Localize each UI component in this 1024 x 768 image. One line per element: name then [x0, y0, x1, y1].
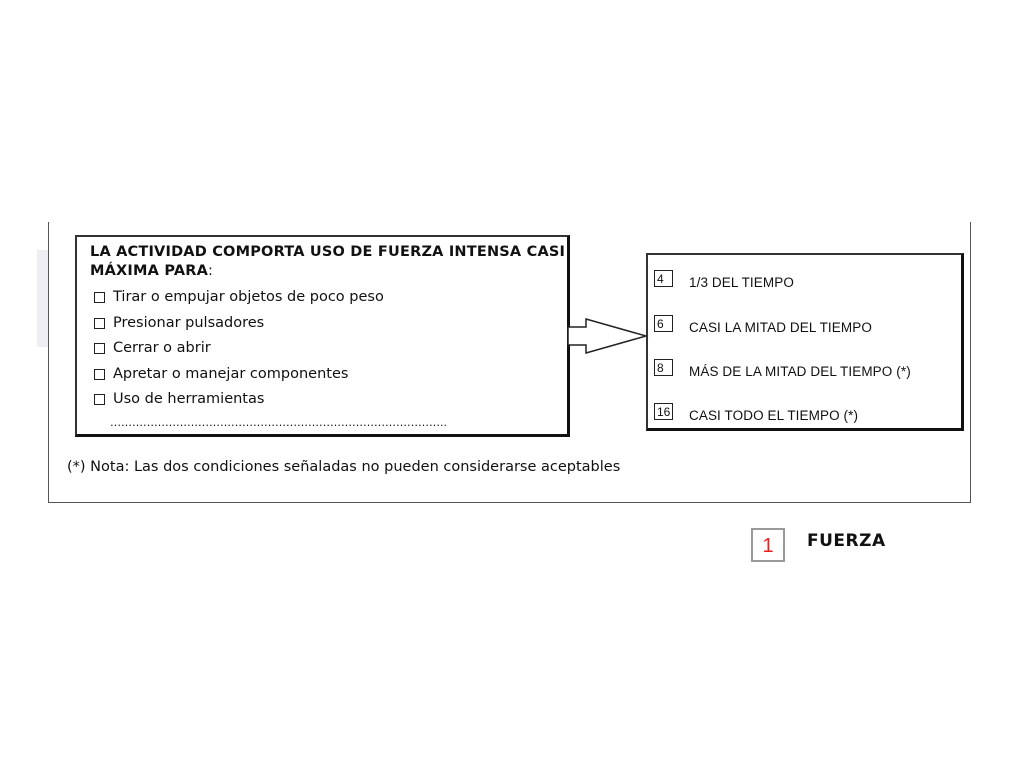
- time-option-row[interactable]: [654, 270, 794, 290]
- checklist-item: [90, 339, 567, 365]
- time-options-box: [646, 253, 964, 431]
- note-text: (*) Nota: Las dos condiciones señaladas no pueden considerarse aceptables: [67, 459, 621, 475]
- activity-title-text: LA ACTIVIDAD COMPORTA USO DE FUERZA INTENSA CASI MÁXIMA PARA: [90, 244, 566, 279]
- score-box: 16: [654, 403, 673, 420]
- checklist-item: [90, 288, 567, 314]
- time-option-label: CASI TODO EL TIEMPO (*): [689, 408, 859, 423]
- time-option-label: MÁS DE LA MITAD DEL TIEMPO (*): [689, 364, 911, 379]
- result-score-box: 1: [751, 528, 785, 562]
- checkbox-icon[interactable]: [94, 318, 105, 329]
- time-option-row[interactable]: [654, 403, 858, 423]
- score-box: 8: [654, 359, 673, 376]
- checklist-item: [90, 314, 567, 340]
- checklist-item-label: Uso de herramientas: [113, 391, 265, 407]
- checkbox-icon[interactable]: [94, 369, 105, 380]
- side-tab-decoration: [37, 250, 48, 347]
- checklist-item-label: Cerrar o abrir: [113, 340, 211, 356]
- checklist-item-label: Tirar o empujar objetos de poco peso: [113, 289, 384, 305]
- activity-title: [90, 243, 567, 281]
- dotted-fill-line: ………………………………………………………………………………..: [110, 416, 447, 429]
- score-box: 4: [654, 270, 673, 287]
- result-label: FUERZA: [807, 531, 886, 551]
- time-option-label: CASI LA MITAD DEL TIEMPO: [689, 320, 872, 335]
- score-box: 6: [654, 315, 673, 332]
- activity-box: [75, 235, 570, 437]
- checkbox-icon[interactable]: [94, 394, 105, 405]
- checklist-item-label: Apretar o manejar componentes: [113, 365, 349, 382]
- time-option-row[interactable]: [654, 359, 911, 379]
- activity-title-colon: :: [208, 263, 214, 279]
- checklist-item-label: Presionar pulsadores: [113, 314, 265, 331]
- checklist-item: [90, 365, 567, 391]
- checkbox-icon[interactable]: [94, 292, 105, 303]
- activity-checklist: [90, 288, 567, 416]
- right-arrow-icon: [567, 318, 649, 358]
- time-option-label: 1/3 DEL TIEMPO: [689, 275, 794, 290]
- checklist-item: [90, 390, 567, 416]
- checkbox-icon[interactable]: [94, 343, 105, 354]
- time-option-row[interactable]: [654, 315, 872, 335]
